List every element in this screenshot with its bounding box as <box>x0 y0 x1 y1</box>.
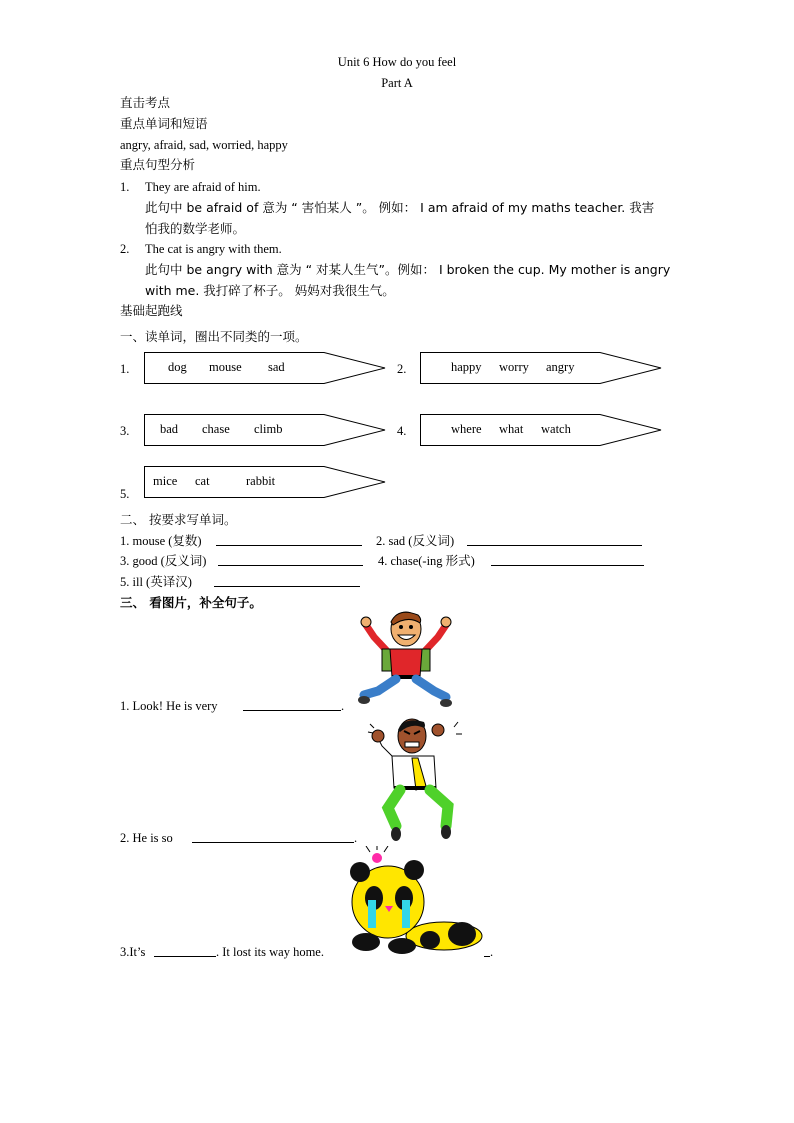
sentence-english: They are afraid of him. <box>145 180 261 194</box>
vocab-list: angry, afraid, sad, worried, happy <box>120 138 288 152</box>
exercise3-prompt: 1. Look! He is very <box>120 699 218 713</box>
exercise1-item-number: 2. <box>397 362 407 376</box>
word[interactable]: happy <box>451 360 482 374</box>
word-arrow-box <box>420 352 662 384</box>
exercise3-suffix: . <box>490 945 494 959</box>
exercise1-item-number: 5. <box>120 487 130 501</box>
word[interactable]: bad <box>160 422 179 436</box>
exercise3-prompt: 3.It’s <box>120 945 146 959</box>
sentence-explain: with me. 我打碎了杯子。 妈妈对我很生气。 <box>145 283 395 298</box>
word[interactable]: cat <box>195 474 210 488</box>
page-title: Unit 6 How do you feel <box>337 55 457 69</box>
word[interactable]: worry <box>499 360 529 374</box>
page-subtitle: Part A <box>381 76 413 90</box>
word[interactable]: chase <box>202 422 230 436</box>
word[interactable]: angry <box>546 360 575 374</box>
exercise1-title: 一、读单词，圈出不同类的一项。 <box>120 329 308 344</box>
section-heading-kaodian: 直击考点 <box>120 95 171 110</box>
word[interactable]: mice <box>153 474 178 488</box>
sentence-explain: 此句中 be angry with 意为 “ 对某人生气”。例如： I broken the cup. My mother is angry <box>145 262 671 277</box>
word-arrow-box <box>144 352 386 384</box>
angry-man-image <box>366 714 470 842</box>
exercise2-prompt: 4. chase(-ing 形式) <box>378 554 475 568</box>
answer-blank[interactable] <box>216 533 362 546</box>
word[interactable]: mouse <box>209 360 242 374</box>
answer-blank[interactable] <box>467 533 642 546</box>
exercise2-prompt: 2. sad (反义词) <box>376 534 455 548</box>
word[interactable]: sad <box>268 360 285 374</box>
word[interactable]: watch <box>541 422 571 436</box>
answer-blank[interactable] <box>192 830 354 843</box>
exercise2-prompt: 5. ill (英译汉) <box>120 575 192 589</box>
word[interactable]: dog <box>168 360 187 374</box>
answer-blank[interactable] <box>243 698 341 711</box>
sentence-number: 1. <box>120 180 130 194</box>
crying-panda-image <box>350 846 486 958</box>
word-arrow-box <box>144 414 386 446</box>
sentence-explain: 此句中 be afraid of 意为 “ 害怕某人 ”。 例如： I am afraid of my maths teacher. 我害 <box>145 200 655 215</box>
exercise3-title: 三、 看图片，补全句子。 <box>120 595 262 610</box>
exercise3-suffix: . <box>341 699 345 713</box>
sentence-heading: 重点句型分析 <box>120 157 196 172</box>
word-arrow-box <box>144 466 386 498</box>
exercise2-prompt: 3. good (反义词) <box>120 554 207 568</box>
answer-blank[interactable] <box>154 944 216 957</box>
word[interactable]: what <box>499 422 524 436</box>
vocab-heading: 重点单词和短语 <box>120 116 208 131</box>
exercise3-prompt: 2. He is so <box>120 831 173 845</box>
exercise1-item-number: 1. <box>120 362 130 376</box>
answer-blank[interactable] <box>491 553 644 566</box>
happy-boy-image <box>358 607 454 709</box>
sentence-number: 2. <box>120 242 130 256</box>
word[interactable]: rabbit <box>246 474 276 488</box>
word[interactable]: where <box>451 422 482 436</box>
word-arrow-box <box>420 414 662 446</box>
section-heading-basic: 基础起跑线 <box>120 303 183 318</box>
exercise2-title: 二、 按要求写单词。 <box>120 512 237 527</box>
answer-blank[interactable] <box>218 553 363 566</box>
exercise1-item-number: 3. <box>120 424 130 438</box>
word[interactable]: climb <box>254 422 283 436</box>
sentence-english: The cat is angry with them. <box>145 242 282 256</box>
exercise3-prompt: . It lost its way home. <box>216 945 324 959</box>
exercise3-suffix: . <box>354 831 358 845</box>
exercise2-prompt: 1. mouse (复数) <box>120 534 202 548</box>
sentence-explain: 怕我的数学老师。 <box>145 221 246 236</box>
answer-blank[interactable] <box>214 574 360 587</box>
exercise1-item-number: 4. <box>397 424 407 438</box>
